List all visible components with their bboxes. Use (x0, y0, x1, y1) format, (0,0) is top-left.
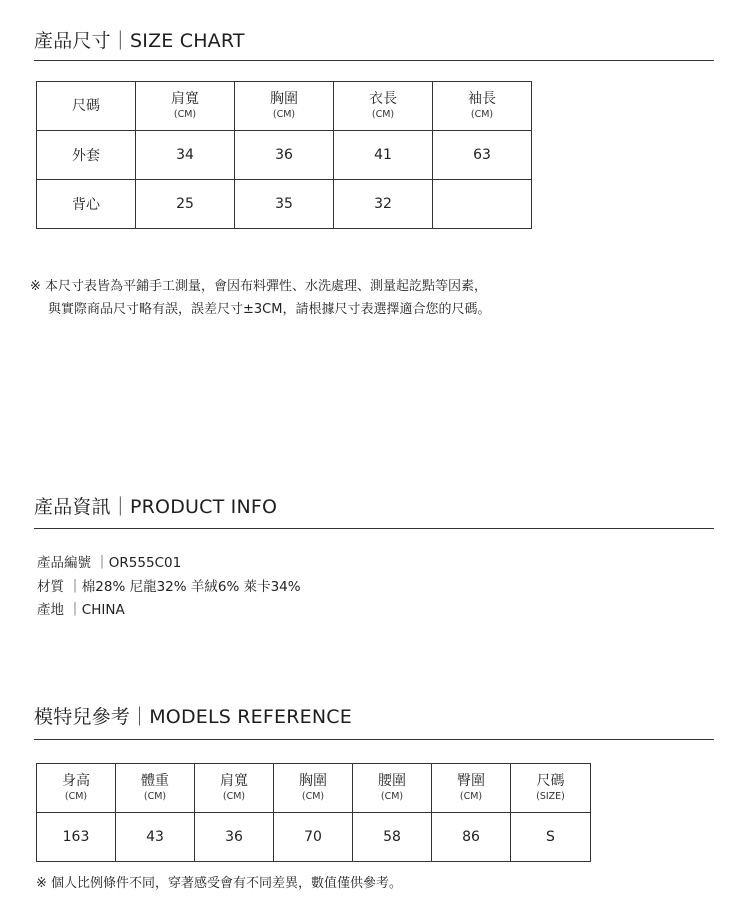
header-label: 胸圍 (299, 773, 327, 789)
header-label: 衣長 (369, 91, 397, 107)
header-unit: (CM) (301, 791, 325, 802)
header-label: 肩寬 (220, 773, 248, 789)
header-unit: (CM) (459, 791, 483, 802)
row-label: 背心 (37, 180, 136, 229)
header-label: 袖長 (468, 91, 496, 107)
header-label: 腰圍 (378, 773, 406, 789)
models-reference-table (36, 763, 591, 862)
origin-line: 產地 ｜CHINA (37, 602, 125, 618)
header-label: 身高 (62, 773, 90, 789)
header-cell-chest (274, 764, 353, 813)
table-cell: 36 (195, 813, 274, 862)
header-cell-size (511, 764, 591, 813)
header-unit: (CM) (380, 791, 404, 802)
header-unit: (SIZE) (536, 791, 565, 802)
table-cell: 25 (136, 180, 235, 229)
size-chart-note-line1: ※ 本尺寸表皆為平鋪手工測量，會因布料彈性、水洗處理、測量起訖點等因素， (30, 279, 488, 294)
header-label: 肩寬 (171, 91, 199, 107)
table-cell: 163 (37, 813, 116, 862)
size-chart-table (36, 81, 532, 229)
models-reference-divider (34, 739, 714, 740)
header-unit: (CM) (470, 109, 494, 120)
header-cell-height (37, 764, 116, 813)
table-row (37, 180, 532, 229)
header-cell-waist (353, 764, 432, 813)
header-cell-weight (116, 764, 195, 813)
header-cell-chest (235, 82, 334, 131)
table-cell: 43 (116, 813, 195, 862)
header-cell-shoulder (136, 82, 235, 131)
row-label: 外套 (37, 131, 136, 180)
header-label: 體重 (141, 773, 169, 789)
product-info-title: 產品資訊｜PRODUCT INFO (34, 496, 278, 518)
header-cell-size (37, 82, 136, 131)
models-header-row (37, 764, 591, 813)
header-cell-length (334, 82, 433, 131)
size-chart-divider (34, 60, 714, 61)
header-unit: (CM) (64, 791, 88, 802)
table-cell: 35 (235, 180, 334, 229)
table-cell: 41 (334, 131, 433, 180)
table-cell: 36 (235, 131, 334, 180)
header-unit: (CM) (173, 109, 197, 120)
size-chart-title: 產品尺寸｜SIZE CHART (34, 30, 245, 52)
table-row (37, 131, 532, 180)
header-cell-hip (432, 764, 511, 813)
table-cell: 34 (136, 131, 235, 180)
models-reference-title: 模特兒參考｜MODELS REFERENCE (34, 706, 352, 728)
header-label: 尺碼 (536, 773, 565, 789)
product-info-divider (34, 528, 714, 529)
header-cell-shoulder (195, 764, 274, 813)
models-reference-note: ※ 個人比例條件不同，穿著感受會有不同差異，數值僅供參考。 (36, 876, 403, 891)
material-line: 材質 ｜棉28% 尼龍32% 羊絨6% 萊卡34% (37, 579, 301, 595)
table-cell (433, 180, 532, 229)
table-cell: 70 (274, 813, 353, 862)
table-cell: 32 (334, 180, 433, 229)
header-unit: (CM) (371, 109, 395, 120)
header-unit: (CM) (143, 791, 167, 802)
size-chart-header-row (37, 82, 532, 131)
table-cell: 63 (433, 131, 532, 180)
header-label: 尺碼 (72, 97, 100, 114)
header-label: 臀圍 (457, 773, 485, 789)
product-code-line: 產品編號 ｜OR555C01 (37, 555, 182, 571)
table-row (37, 813, 591, 862)
table-cell: 86 (432, 813, 511, 862)
header-label: 胸圍 (270, 91, 298, 107)
header-unit: (CM) (272, 109, 296, 120)
header-unit: (CM) (222, 791, 246, 802)
header-cell-sleeve (433, 82, 532, 131)
size-chart-note-line2: 與實際商品尺寸略有誤，誤差尺寸±3CM，請根據尺寸表選擇適合您的尺碼。 (48, 302, 491, 317)
table-cell: S (511, 813, 591, 862)
table-cell: 58 (353, 813, 432, 862)
